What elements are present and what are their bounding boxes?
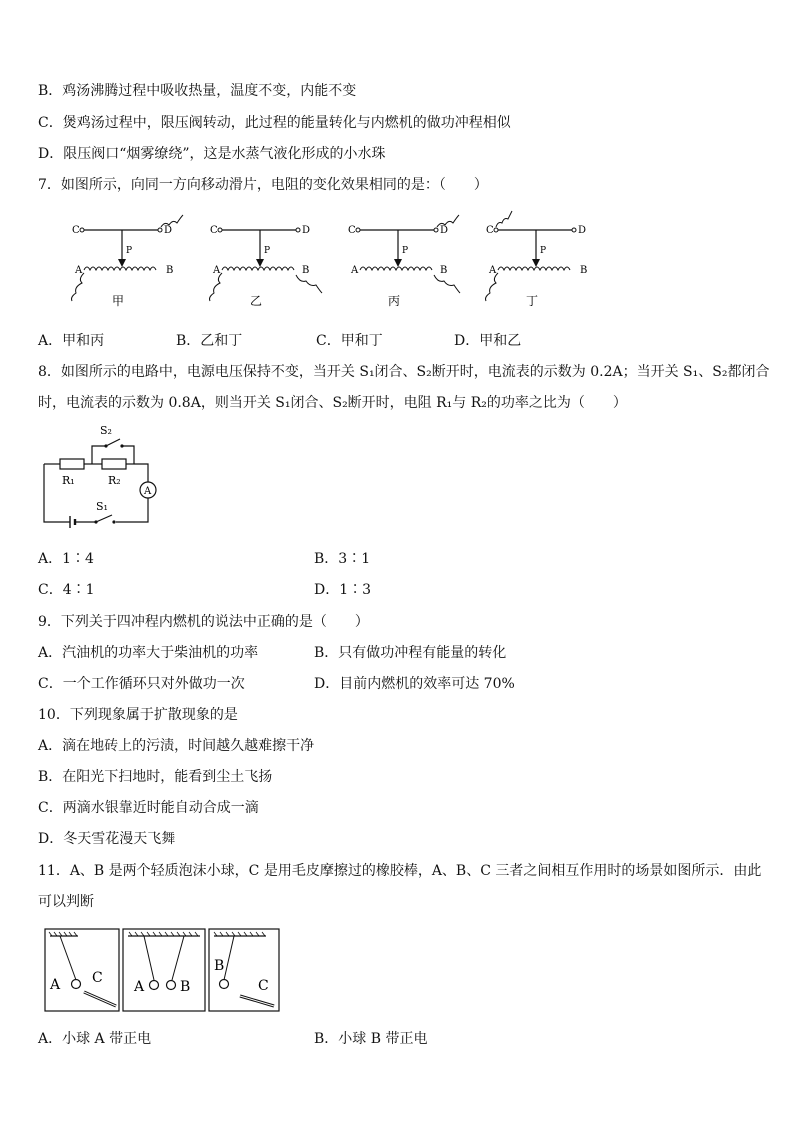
q10-option-c: C．两滴水银靠近时能自动合成一滴: [38, 800, 259, 816]
svg-text:D: D: [578, 225, 587, 236]
svg-text:A: A: [134, 979, 145, 995]
q9-option-b: B．只有做功冲程有能量的转化: [314, 645, 507, 661]
svg-text:R₂: R₂: [108, 474, 121, 487]
svg-text:D: D: [164, 225, 173, 236]
svg-text:C: C: [348, 225, 356, 236]
svg-text:C: C: [486, 225, 494, 236]
rheostat-yi: [210, 225, 323, 308]
q10-option-a: A．滴在地砖上的污渍，时间越久越难擦干净: [38, 738, 315, 754]
svg-text:A: A: [75, 265, 83, 276]
svg-text:P: P: [264, 246, 271, 256]
svg-text:B: B: [166, 265, 174, 276]
svg-text:丁: 丁: [526, 294, 539, 308]
q8-circuit-figure: [40, 422, 165, 530]
q11-panel-3: [209, 929, 279, 1011]
svg-text:P: P: [402, 246, 409, 256]
svg-text:甲: 甲: [112, 294, 125, 308]
q8-stem-line1: 8．如图所示的电路中，电源电压保持不变，当开关 S₁闭合、S₂断开时，电流表的示数为 0.2A；当开关 S₁、S₂都闭合: [38, 364, 770, 380]
q11-stem-line1: 11．A、B 是两个轻质泡沫小球，C 是用毛皮摩擦过的橡胶棒，A、B、C 三者之间相互作用时的场景如图所示．由此: [38, 863, 762, 879]
q9-option-d: D．目前内燃机的效率可达 70%: [314, 676, 515, 692]
q7-option-a: A．甲和丙: [38, 333, 105, 349]
svg-text:B: B: [180, 979, 191, 995]
q8-option-c: C．4∶1: [38, 582, 95, 598]
q7-option-b: B．乙和丁: [176, 333, 243, 349]
q11-stem-line2: 可以判断: [38, 894, 94, 910]
q7-option-d: D．甲和乙: [454, 333, 522, 349]
q7-stem: 7．如图所示，向同一方向移动滑片，电阻的变化效果相同的是：（ ）: [38, 177, 488, 193]
svg-text:D: D: [440, 225, 449, 236]
svg-text:乙: 乙: [250, 294, 263, 308]
svg-text:A: A: [213, 265, 221, 276]
q6-option-d: D．限压阀口“烟雾缭绕”，这是水蒸气液化形成的小水珠: [38, 146, 386, 162]
svg-text:C: C: [72, 225, 80, 236]
svg-text:B: B: [214, 958, 225, 974]
svg-text:D: D: [302, 225, 311, 236]
q6-option-c: C．煲鸡汤过程中，限压阀转动，此过程的能量转化与内燃机的做功冲程相似: [38, 115, 511, 131]
svg-text:S₁: S₁: [96, 500, 108, 513]
q8-option-b: B．3∶1: [314, 551, 371, 567]
rheostat-bing: [348, 215, 460, 308]
q11-figure: [44, 926, 284, 1014]
svg-text:A: A: [351, 265, 359, 276]
svg-text:S₂: S₂: [100, 424, 112, 437]
rheostat-ding: [486, 211, 588, 308]
q8-stem-line2: 时，电流表的示数为 0.8A，则当开关 S₁闭合、S₂断开时，电阻 R₁与 R₂的功率之比为（ ）: [38, 395, 627, 411]
q11-panel-1: [45, 929, 119, 1011]
q7-option-c: C．甲和丁: [316, 333, 383, 349]
q9-option-a: A．汽油机的功率大于柴油机的功率: [38, 645, 259, 661]
q9-stem: 9．下列关于四冲程内燃机的说法中正确的是（ ）: [38, 614, 369, 630]
svg-text:B: B: [580, 265, 588, 276]
q6-option-b: B．鸡汤沸腾过程中吸收热量，温度不变，内能不变: [38, 83, 357, 99]
svg-text:A: A: [50, 977, 61, 993]
q7-rheostat-figure: [40, 205, 600, 313]
svg-text:C: C: [92, 970, 103, 986]
svg-text:P: P: [540, 246, 547, 256]
svg-text:B: B: [302, 265, 310, 276]
q10-option-d: D．冬天雪花漫天飞舞: [38, 831, 176, 847]
svg-text:A: A: [144, 486, 152, 497]
q8-option-d: D．1∶3: [314, 582, 372, 598]
svg-text:C: C: [258, 978, 269, 994]
rheostat-jia: [72, 215, 184, 308]
q10-stem: 10．下列现象属于扩散现象的是: [38, 707, 238, 723]
q10-option-b: B．在阳光下扫地时，能看到尘土飞扬: [38, 769, 273, 785]
q9-option-c: C．一个工作循环只对外做功一次: [38, 676, 245, 692]
svg-text:B: B: [440, 265, 448, 276]
svg-text:R₁: R₁: [62, 474, 75, 487]
svg-text:丙: 丙: [388, 294, 401, 308]
svg-text:P: P: [126, 246, 133, 256]
svg-text:A: A: [489, 265, 497, 276]
q8-option-a: A．1∶4: [38, 551, 94, 567]
q11-panel-2: [123, 929, 205, 1011]
q11-option-b: B．小球 B 带正电: [314, 1031, 428, 1047]
q11-option-a: A．小球 A 带正电: [38, 1031, 152, 1047]
svg-text:C: C: [210, 225, 218, 236]
